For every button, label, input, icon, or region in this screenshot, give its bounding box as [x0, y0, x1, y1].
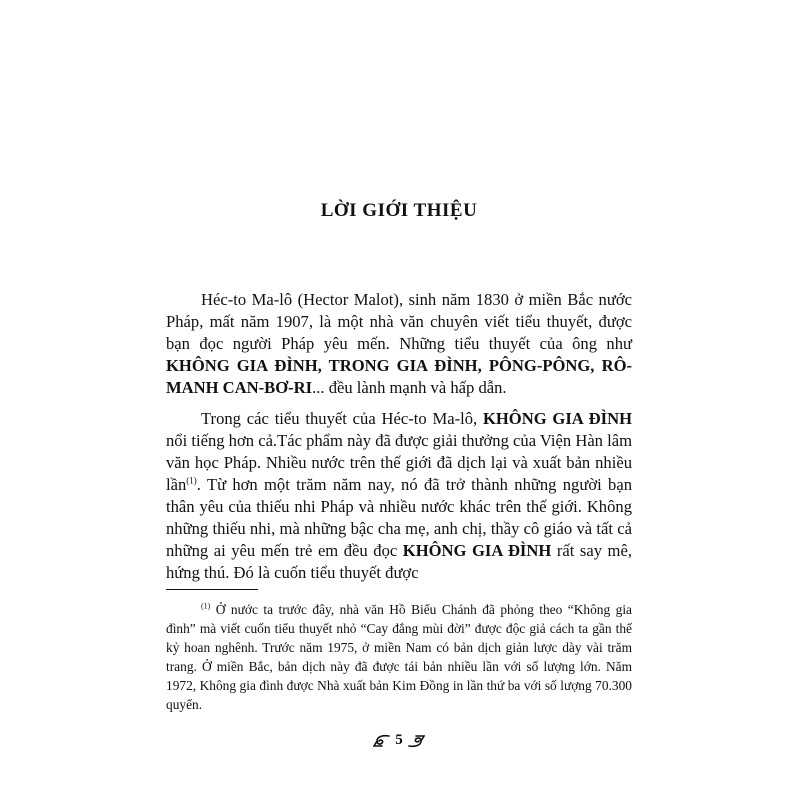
paragraph-2-text-c: . Từ hơn một trăm năm nay, nó đã trở thành những người bạn thân yêu của thiếu nhi Pháp và nhiều nước khác trên thế giới. Không những thiếu nhi, mà những bậc cha mẹ, anh chị, thầy cô giáo và tất cả những ai yêu mến trẻ em đều đọc	[166, 475, 632, 560]
paragraph-2-text-a: Trong các tiểu thuyết của Héc-to Ma-lô,	[201, 409, 483, 428]
footnote	[166, 600, 632, 714]
ornament-right-icon	[407, 734, 425, 748]
ornament-left-icon	[373, 734, 391, 748]
page-footer	[166, 732, 632, 749]
page-number: 5	[395, 732, 403, 749]
footnote-text: Ở nước ta trước đây, nhà văn Hồ Biểu Chánh đã phỏng theo “Không gia đình” mà viết cuốn tiểu thuyết nhỏ “Cay đắng mùi đời” được độc giả cách ta gần thế kỷ hoan nghênh. Trước năm 1975, ở miền Nam có bản dịch giản lược dày vài trăm trang. Ở miền Bắc, bản dịch này đã được tái bản nhiều lần với số lượng lớn. Năm 1972, Không gia đình được Nhà xuất bản Kim Đồng in lần thứ ba với số lượng 70.300 quyển.	[166, 602, 632, 712]
body-text	[166, 289, 632, 584]
paragraph-2	[166, 408, 632, 584]
footnote-reference: (1)	[186, 475, 197, 486]
footnote-divider	[166, 589, 258, 590]
book-page	[166, 0, 632, 800]
paragraph-1-text-b: ... đều lành mạnh và hấp dẫn.	[312, 378, 507, 397]
chapter-title: LỜI GIỚI THIỆU	[320, 200, 478, 221]
paragraph-2-bold-title-1: KHÔNG GIA ĐÌNH	[482, 409, 632, 428]
paragraph-1-bold-titles: KHÔNG GIA ĐÌNH, TRONG GIA ĐÌNH, PÔNG-PÔNG, RÔ-MANH CAN-BƠ-RI	[166, 356, 632, 397]
paragraph-1-text-a: Héc-to Ma-lô (Hector Malot), sinh năm 1830 ở miền Bắc nước Pháp, mất năm 1907, là một nhà văn chuyên viết tiểu thuyết, được bạn đọc người Pháp yêu mến. Những tiểu thuyết của ông như	[166, 290, 632, 353]
paragraph-2-text-b: nổi tiếng hơn cả.Tác phẩm này đã được giải thưởng của Viện Hàn lâm văn học Pháp. Nhiều nước trên thế giới đã dịch lại và xuất bản nhiều lần	[166, 431, 633, 494]
paragraph-2-bold-title-2: KHÔNG GIA ĐÌNH	[402, 541, 552, 560]
footnote-marker: (1)	[201, 601, 211, 611]
paragraph-1	[166, 289, 632, 399]
paragraph-2-text-d: rất say mê, hứng thú. Đó là cuốn tiểu thuyết được	[166, 541, 632, 582]
